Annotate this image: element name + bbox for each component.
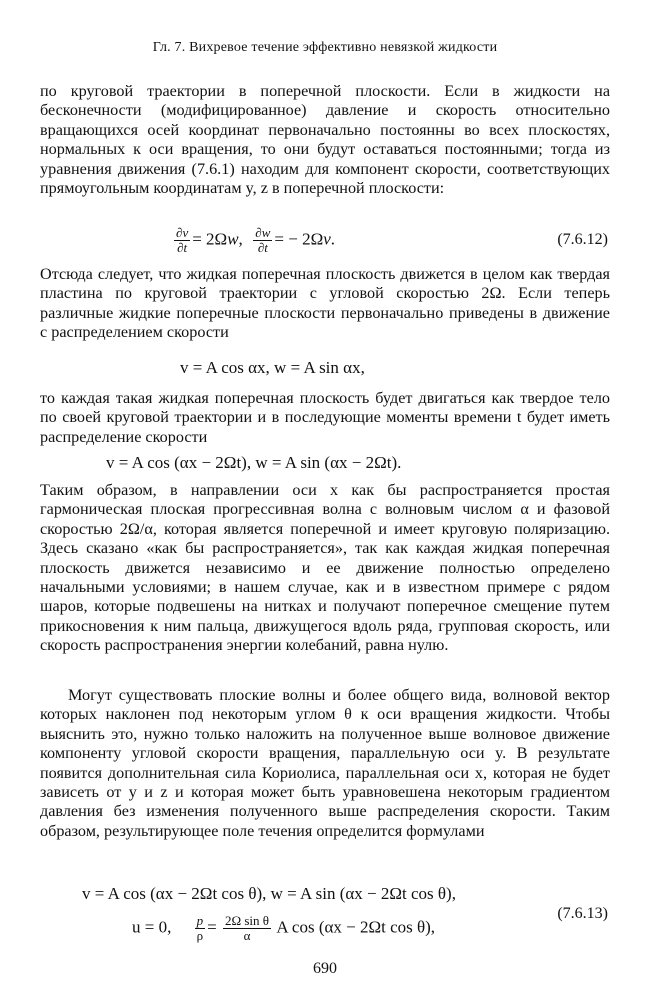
equation-initial-velocity-body: v = A cos αx, w = A sin αx, [180,358,365,377]
page-number: 690 [313,960,337,977]
paragraph-3-text: то каждая такая жидкая поперечная плоскость будет двигаться как твердое тело по своей круговой траектории и в последующие моменты времени t будет иметь распределение скорости [40,389,610,446]
equation-7-6-13-line-1: v = A cos (αx − 2Ωt cos θ), w = A sin (αx − 2Ωt cos θ), [82,884,456,903]
paragraph-2 [40,265,610,343]
equation-7-6-12 [40,222,610,258]
equation-initial-velocity [40,358,610,380]
paragraph-5-text: Могут существовать плоские волны и более общего вида, волновой вектор которых наклонен под некоторым углом θ к оси вращения жидкости. Чтобы выяснить это, нужно только наложить на полученное выше волновое движение компоненту угловой скорости вращения, параллельную оси y. В результате появится дополнительная сила Кориолиса, параллельная оси x, которая не будет зависеть от y и z и которая может быть уравновешена некоторым градиентом давления без изменения полученного выше распределения скорости. Таким образом, результирующее поле течения определится формулами [40,686,610,840]
paragraph-1-text: по круговой траектории в поперечной плоскости. Если в жидкости на бесконечности (модифицированное) давление и скорость относительно вращающихся осей координат первоначально постоянны во всех плоскостях, нормальных к оси вращения, то они будут оставаться постоянными; тогда из уравнения движения (7.6.1) находим для компонент скорости, соответствующих прямоугольным координатам y, z в поперечной плоскости: [40,82,610,198]
equation-time-velocity-body: v = A cos (αx − 2Ωt), w = A sin (αx − 2Ωt). [106,453,402,472]
equation-7-6-12-body: $\frac{\partial v}{\partial t}$ = 2Ωw, $\frac{\partial w}{\partial t}$ = − 2Ωv. [176,225,336,255]
equation-number: (7.6.13) [557,905,608,922]
paragraph-4-text: Таким образом, в направлении оси x как бы распространяется простая гармоническая плоская прогрессивная волна с волновым числом α и фазовой скоростью 2Ω/α, которая является поперечной и имеет круговую поляризацию. Здесь сказано «как бы распространяется», так как каждая жидкая поперечная плоскость движется независимо и ее движение полностью определено начальными условиями; в нашем случае, как и в известном примере с рядом шаров, которые подвешены на нитках и получают поперечное смещение путем прикосновения к ним пальца, движущегося вдоль ряда, групповая скорость, или скорость распространения энергии колебаний, равна нулю. [40,481,610,655]
equation-time-velocity [40,453,610,475]
book-page [40,0,610,1000]
equation-pressure-rest: A cos (αx − 2Ωt cos θ), [276,917,436,937]
paragraph-4 [40,481,610,656]
paragraph-1 [40,82,610,198]
equation-7-6-13 [40,884,610,944]
paragraph-3 [40,389,610,447]
paragraph-2-text: Отсюда следует, что жидкая поперечная плоскость движется в целом как твердая пластина по круговой траектории с угловой скоростью 2Ω. Если теперь различные жидкие поперечные плоскости первоначально приведены в движение с распределением скорости [40,265,610,342]
running-header: Гл. 7. Вихревое течение эффективно невязкой жидкости [152,40,498,55]
equation-7-6-13-line-2: u = 0, $\frac{p}{\rho}$ = $\frac{\text{2Ω sin θ}}{\alpha}$ A cos (αx − 2Ωt cos θ), [132,913,436,943]
equation-number: (7.6.12) [557,231,608,248]
equation-u-zero: u = 0, [132,917,172,937]
paragraph-5 [40,686,610,841]
